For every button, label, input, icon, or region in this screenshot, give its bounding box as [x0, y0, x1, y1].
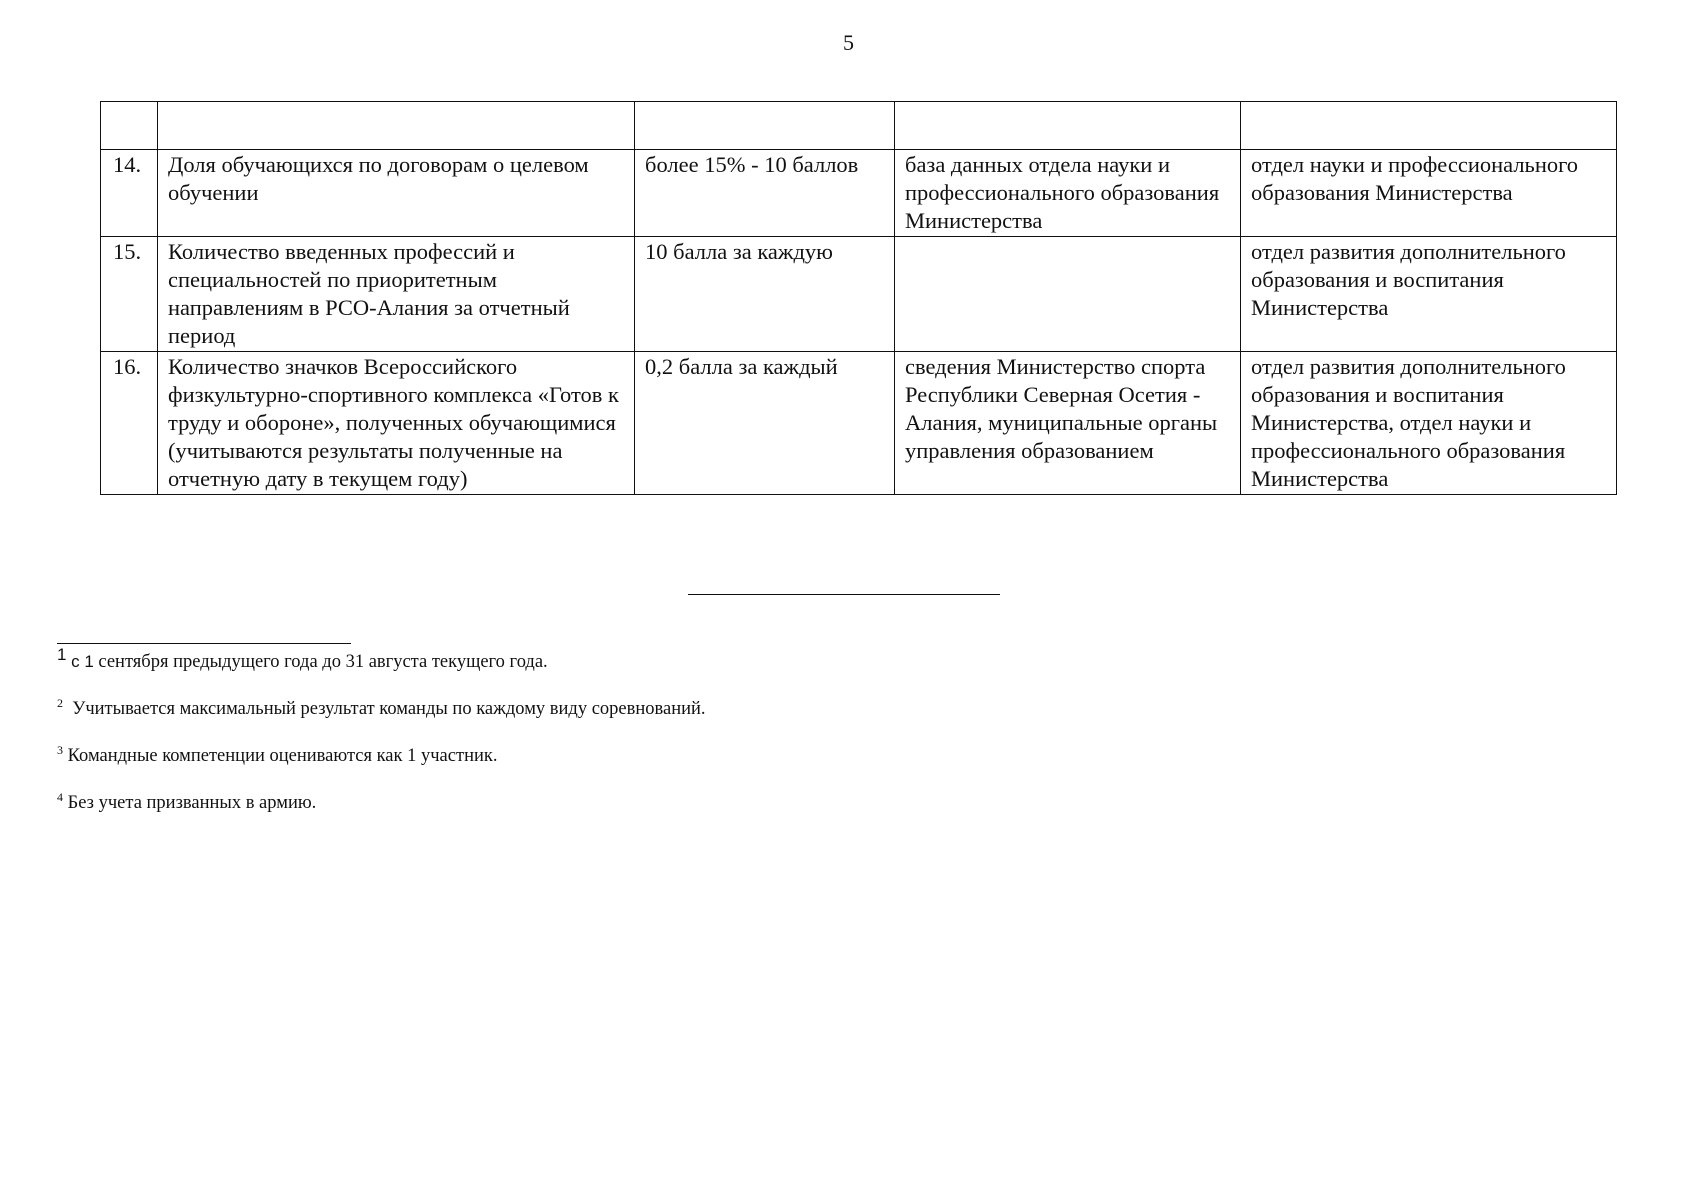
source-cell: база данных отдела науки и профессионального образования Министерства — [895, 150, 1241, 237]
criteria-table — [100, 101, 1617, 495]
footnote-text: сентября предыдущего года до 31 августа текущего года. — [93, 652, 548, 672]
footnote-mark: 3 — [57, 742, 63, 757]
indicator-cell: Количество введенных профессий и специальностей по приоритетным направлениям в РСО-Алания за отчетный период — [158, 237, 635, 352]
score-cell: более 15% - 10 баллов — [635, 150, 895, 237]
blank-cell — [101, 102, 158, 150]
responsible-cell: отдел развития дополнительного образования и воспитания Министерства, отдел науки и профессионального образования Министерства — [1241, 352, 1617, 495]
footnote-separator — [57, 643, 351, 644]
table-row — [101, 237, 1617, 352]
footnote-text: Без учета призванных в армию. — [63, 793, 317, 813]
responsible-cell: отдел развития дополнительного образования и воспитания Министерства — [1241, 237, 1617, 352]
footnote-text: Учитывается максимальный результат команды по каждому виду соревнований. — [63, 699, 706, 719]
score-cell: 0,2 балла за каждый — [635, 352, 895, 495]
blank-cell — [895, 102, 1241, 150]
blank-cell — [158, 102, 635, 150]
table-row — [101, 352, 1617, 495]
source-cell: сведения Министерство спорта Республики Северная Осетия - Алания, муниципальные органы управления образованием — [895, 352, 1241, 495]
table-row — [101, 150, 1617, 237]
footnote-text: Командные компетенции оцениваются как 1 участник. — [63, 746, 498, 766]
footnote-mark: 4 — [57, 789, 63, 804]
responsible-cell: отдел науки и профессионального образования Министерства — [1241, 150, 1617, 237]
footnote-1 — [57, 644, 548, 673]
page-number: 5 — [843, 30, 854, 55]
row-number: 14. — [101, 150, 158, 237]
footnote-lead: с 1 — [71, 652, 94, 671]
indicator-cell: Доля обучающихся по договорам о целевом обучении — [158, 150, 635, 237]
row-number: 16. — [101, 352, 158, 495]
table-header-blank-row — [101, 102, 1617, 150]
blank-cell — [1241, 102, 1617, 150]
end-of-table-rule — [688, 594, 1000, 595]
indicator-cell: Количество значков Всероссийского физкультурно-спортивного комплекса «Готов к труду и обороне», полученных обучающимися (учитываются результаты полученные на отчетную дату в текущем году) — [158, 352, 635, 495]
footnote-3 — [57, 742, 498, 767]
footnote-mark: 1 — [57, 644, 67, 664]
footnote-4 — [57, 789, 317, 814]
footnote-2 — [57, 695, 706, 720]
source-cell — [895, 237, 1241, 352]
footnote-mark: 2 — [57, 695, 63, 710]
score-cell: 10 балла за каждую — [635, 237, 895, 352]
row-number: 15. — [101, 237, 158, 352]
blank-cell — [635, 102, 895, 150]
